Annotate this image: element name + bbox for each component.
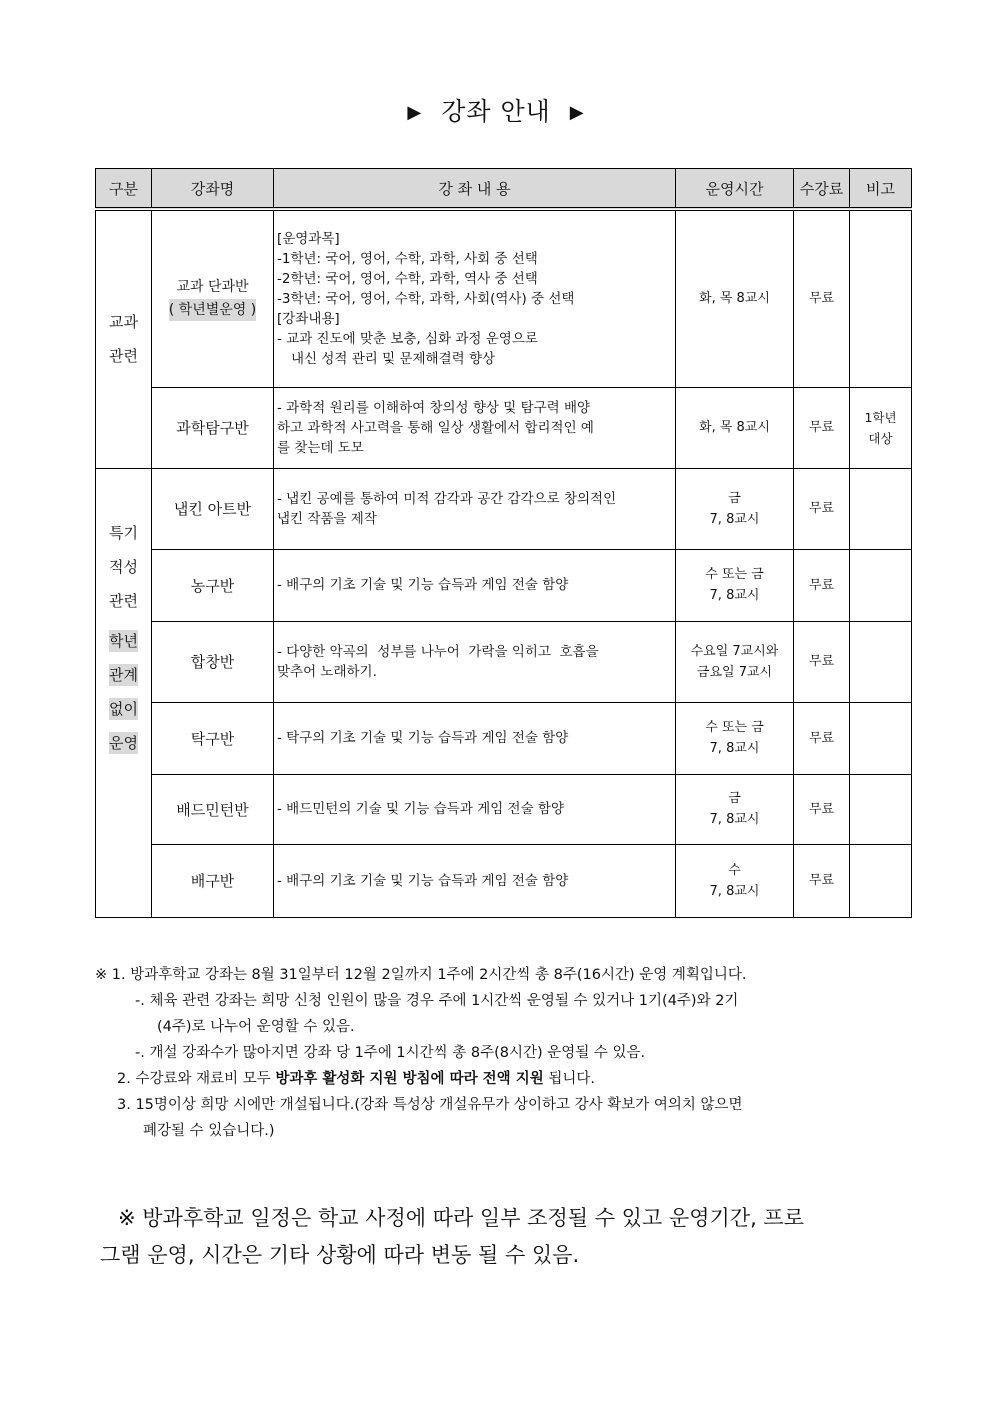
course-time-cell: 수 또는 금 7, 8교시	[676, 549, 794, 621]
category-cell-subject: 교과 관련	[96, 209, 152, 468]
notes-section	[95, 962, 905, 1144]
course-note-cell	[850, 702, 912, 774]
table-row	[96, 621, 912, 702]
course-content-cell: - 배드민턴의 기술 및 기능 습득과 게임 전술 함양	[274, 774, 676, 844]
course-content-cell: [운영과목] -1학년: 국어, 영어, 수학, 과학, 사회 중 선택 -2학년: 국어, 영어, 수학, 과학, 역사 중 선택 -3학년: 국어, 영어, 수학, 과학, 사회(역사) 중 선택 [강좌내용] - 교과 진도에 맞춘 보충, 심화 과정 운영으로 내신 성적 관리 및 문제해결력 향상	[274, 209, 676, 387]
full-support-emphasis: 방과후 활성화 지원 방침에 따라 전액 지원	[275, 1071, 544, 1087]
header-note: 비고	[850, 169, 912, 210]
grade-operation-badge: ( 학년별운영 )	[169, 299, 256, 321]
note-line-2: 2. 수강료와 재료비 모두 방과후 활성화 지원 방침에 따라 전액 지원 됩니다.	[117, 1071, 595, 1087]
table-row	[96, 774, 912, 844]
course-fee-cell: 무료	[794, 209, 850, 387]
course-time-cell: 수 또는 금 7, 8교시	[676, 702, 794, 774]
table-row	[96, 702, 912, 774]
course-name-cell: 농구반	[152, 549, 274, 621]
triangle-right-icon: ▶	[407, 102, 423, 123]
table-row	[96, 468, 912, 549]
note-line-3-cont: 폐강될 수 있습니다.)	[143, 1123, 275, 1139]
course-fee-cell: 무료	[794, 468, 850, 549]
reference-mark-icon: ※	[95, 967, 108, 983]
table-row	[96, 209, 912, 387]
header-time: 운영시간	[676, 169, 794, 210]
course-note-cell	[850, 209, 912, 387]
course-time-cell: 수 7, 8교시	[676, 844, 794, 917]
course-content-cell: - 냅킨 공예를 통하여 미적 감각과 공간 감각으로 창의적인 냅킨 작품을 제작	[274, 468, 676, 549]
course-fee-cell: 무료	[794, 774, 850, 844]
triangle-right-icon: ▶	[569, 102, 585, 123]
header-content: 강 좌 내 용	[274, 169, 676, 210]
course-content-cell: - 다양한 악곡의 성부를 나누어 가락을 익히고 호흡을 맞추어 노래하기.	[274, 621, 676, 702]
course-name-cell: 합창반	[152, 621, 274, 702]
category-cell-special: 특기 적성 관련 학년 관계 없이 운영	[96, 468, 152, 917]
course-note-cell	[850, 621, 912, 702]
page-title	[0, 92, 992, 128]
course-name-cell: 탁구반	[152, 702, 274, 774]
course-content-cell: - 과학적 원리를 이해하여 창의성 향상 및 탐구력 배양 하고 과학적 사고력을 통해 일상 생활에서 합리적인 예 를 찾는데 도모	[274, 387, 676, 468]
course-time-cell: 금 7, 8교시	[676, 774, 794, 844]
note-line-1: ※ 1. 방과후학교 강좌는 8월 31일부터 12월 2일까지 1주에 2시간씩 총 8주(16시간) 운영 계획입니다.	[95, 967, 747, 983]
note-line-1a: -. 체육 관련 강좌는 희망 신청 인원이 많을 경우 주에 1시간씩 운영될 수 있거나 1기(4주)와 2기	[135, 993, 739, 1009]
course-content-cell: - 배구의 기초 기술 및 기능 습득과 게임 전술 함양	[274, 549, 676, 621]
course-fee-cell: 무료	[794, 702, 850, 774]
course-content-cell: - 탁구의 기초 기술 및 기능 습득과 게임 전술 함양	[274, 702, 676, 774]
course-note-cell	[850, 549, 912, 621]
course-name-cell: 냅킨 아트반	[152, 468, 274, 549]
schedule-change-notice: ※ 방과후학교 일정은 학교 사정에 따라 일부 조정될 수 있고 운영기간, 프로 그램 운영, 시간은 기타 상황에 따라 변동 될 수 있음.	[100, 1206, 804, 1267]
course-name-cell: 과학탐구반	[152, 387, 274, 468]
header-fee: 수강료	[794, 169, 850, 210]
table-row	[96, 844, 912, 917]
course-name-cell: 배구반	[152, 844, 274, 917]
course-name-cell: 배드민턴반	[152, 774, 274, 844]
header-course-name: 강좌명	[152, 169, 274, 210]
course-fee-cell: 무료	[794, 387, 850, 468]
course-note-cell	[850, 774, 912, 844]
course-note-cell	[850, 468, 912, 549]
course-name-cell: 교과 단과반 ( 학년별운영 )	[152, 209, 274, 387]
table-row	[96, 387, 912, 468]
course-time-cell: 금 7, 8교시	[676, 468, 794, 549]
course-time-cell: 화, 목 8교시	[676, 209, 794, 387]
page-title-text: 강좌 안내	[441, 97, 551, 126]
note-line-3: 3. 15명이상 희망 시에만 개설됩니다.(강좌 특성상 개설유무가 상이하고 강사 확보가 여의치 않으면	[117, 1097, 743, 1113]
note-line-1b: -. 개설 강좌수가 많아지면 강좌 당 1주에 1시간씩 총 8주(8시간) 운영될 수 있음.	[135, 1045, 646, 1061]
grade-independent-badge: 학년	[109, 631, 138, 650]
course-fee-cell: 무료	[794, 621, 850, 702]
note-line-1a-cont: (4주)로 나누어 운영할 수 있음.	[157, 1019, 355, 1035]
course-content-cell: - 배구의 기초 기술 및 기능 습득과 게임 전술 함양	[274, 844, 676, 917]
course-note-cell	[850, 844, 912, 917]
course-fee-cell: 무료	[794, 549, 850, 621]
course-time-cell: 수요일 7교시와 금요일 7교시	[676, 621, 794, 702]
course-table	[95, 168, 912, 918]
course-fee-cell: 무료	[794, 844, 850, 917]
header-category: 구분	[96, 169, 152, 210]
table-row	[96, 549, 912, 621]
course-note-cell: 1학년 대상	[850, 387, 912, 468]
table-header-row	[96, 169, 912, 210]
course-time-cell: 화, 목 8교시	[676, 387, 794, 468]
